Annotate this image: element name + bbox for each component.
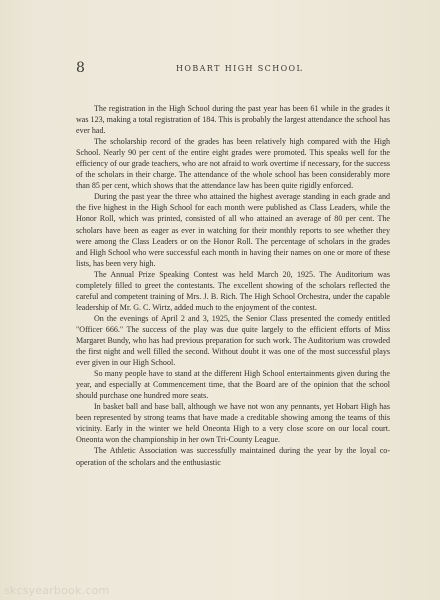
paragraph-honor-roll: During the past year the three who attained the highest average standing in each grade and the five highest in the High School for each month were published as Class Leaders, while the Honor Roll, which was printed, consisted of all who attained an average of 80 per cent. The scholars have been as eager as ever in watching for their monthly reports to see whether they were among the Class Leaders or on the Honor Roll. The percentage of scholars in the grades and High School who were successful each month in having their names on one or more of these lists, has been very high. <box>76 192 390 268</box>
paragraph-athletic-association: The Athletic Association was successfully maintained during the year by the loyal co-operation of the scholars and the enthusiastic <box>76 446 390 467</box>
body-text <box>76 103 390 468</box>
paragraph-seating: So many people have to stand at the different High School entertainments given during the year, and especially at Commencement time, that the Board are of the opinion that the school should purchase one hundred more seats. <box>76 369 390 401</box>
watermark-text: skcsyearbook.com <box>4 584 110 597</box>
paragraph-scholarship: The scholarship record of the grades has been relatively high compared with the High School. Nearly 90 per cent of the entire eight grades were promoted. This speaks well for the efficiency of our grade teachers, who are not afraid to work overtime if necessary, for the success of the scholars in their charge. The attendance of the whole school has been considerably more than 85 per cent, which shows that the attendance law has been quite rigidly enforced. <box>76 137 390 191</box>
paragraph-athletics: In basket ball and base ball, although we have not won any pennants, yet Hobart High has been represented by strong teams that have made a creditable showing among the teams of this vicinity. Early in the winter we held Oneonta High to a very close score on our local court. Oneonta won the championship in her own Tri-County League. <box>76 402 390 445</box>
paragraph-registration: The registration in the High School during the past year has been 61 while in the grades it was 123, making a total registration of 184. This is probably the largest attendance the school has ever had. <box>76 104 390 136</box>
page-number: 8 <box>76 60 86 76</box>
paragraph-prize-speaking: The Annual Prize Speaking Contest was held March 20, 1925. The Auditorium was completely filled to greet the contestants. The excellent showing of the scholars reflected the careful and competent training of Mrs. J. B. Rich. The High School Orchestra, under the capable leadership of Mr. G. C. Wirtz, added much to the enjoyment of the contest. <box>76 269 390 312</box>
paragraph-senior-play: On the evenings of April 2 and 3, 1925, the Senior Class presented the comedy entitled "Officer 666." The success of the play was due quite largely to the efficient efforts of Miss Margaret Bundy, who has had previous preparation for such work. The Auditorium was crowded the first night and well filled the second. Without doubt it was one of the most successful plays ever given in our High School. <box>76 313 390 368</box>
running-title: HOBART HIGH SCHOOL <box>176 64 304 73</box>
page-header <box>76 60 376 76</box>
